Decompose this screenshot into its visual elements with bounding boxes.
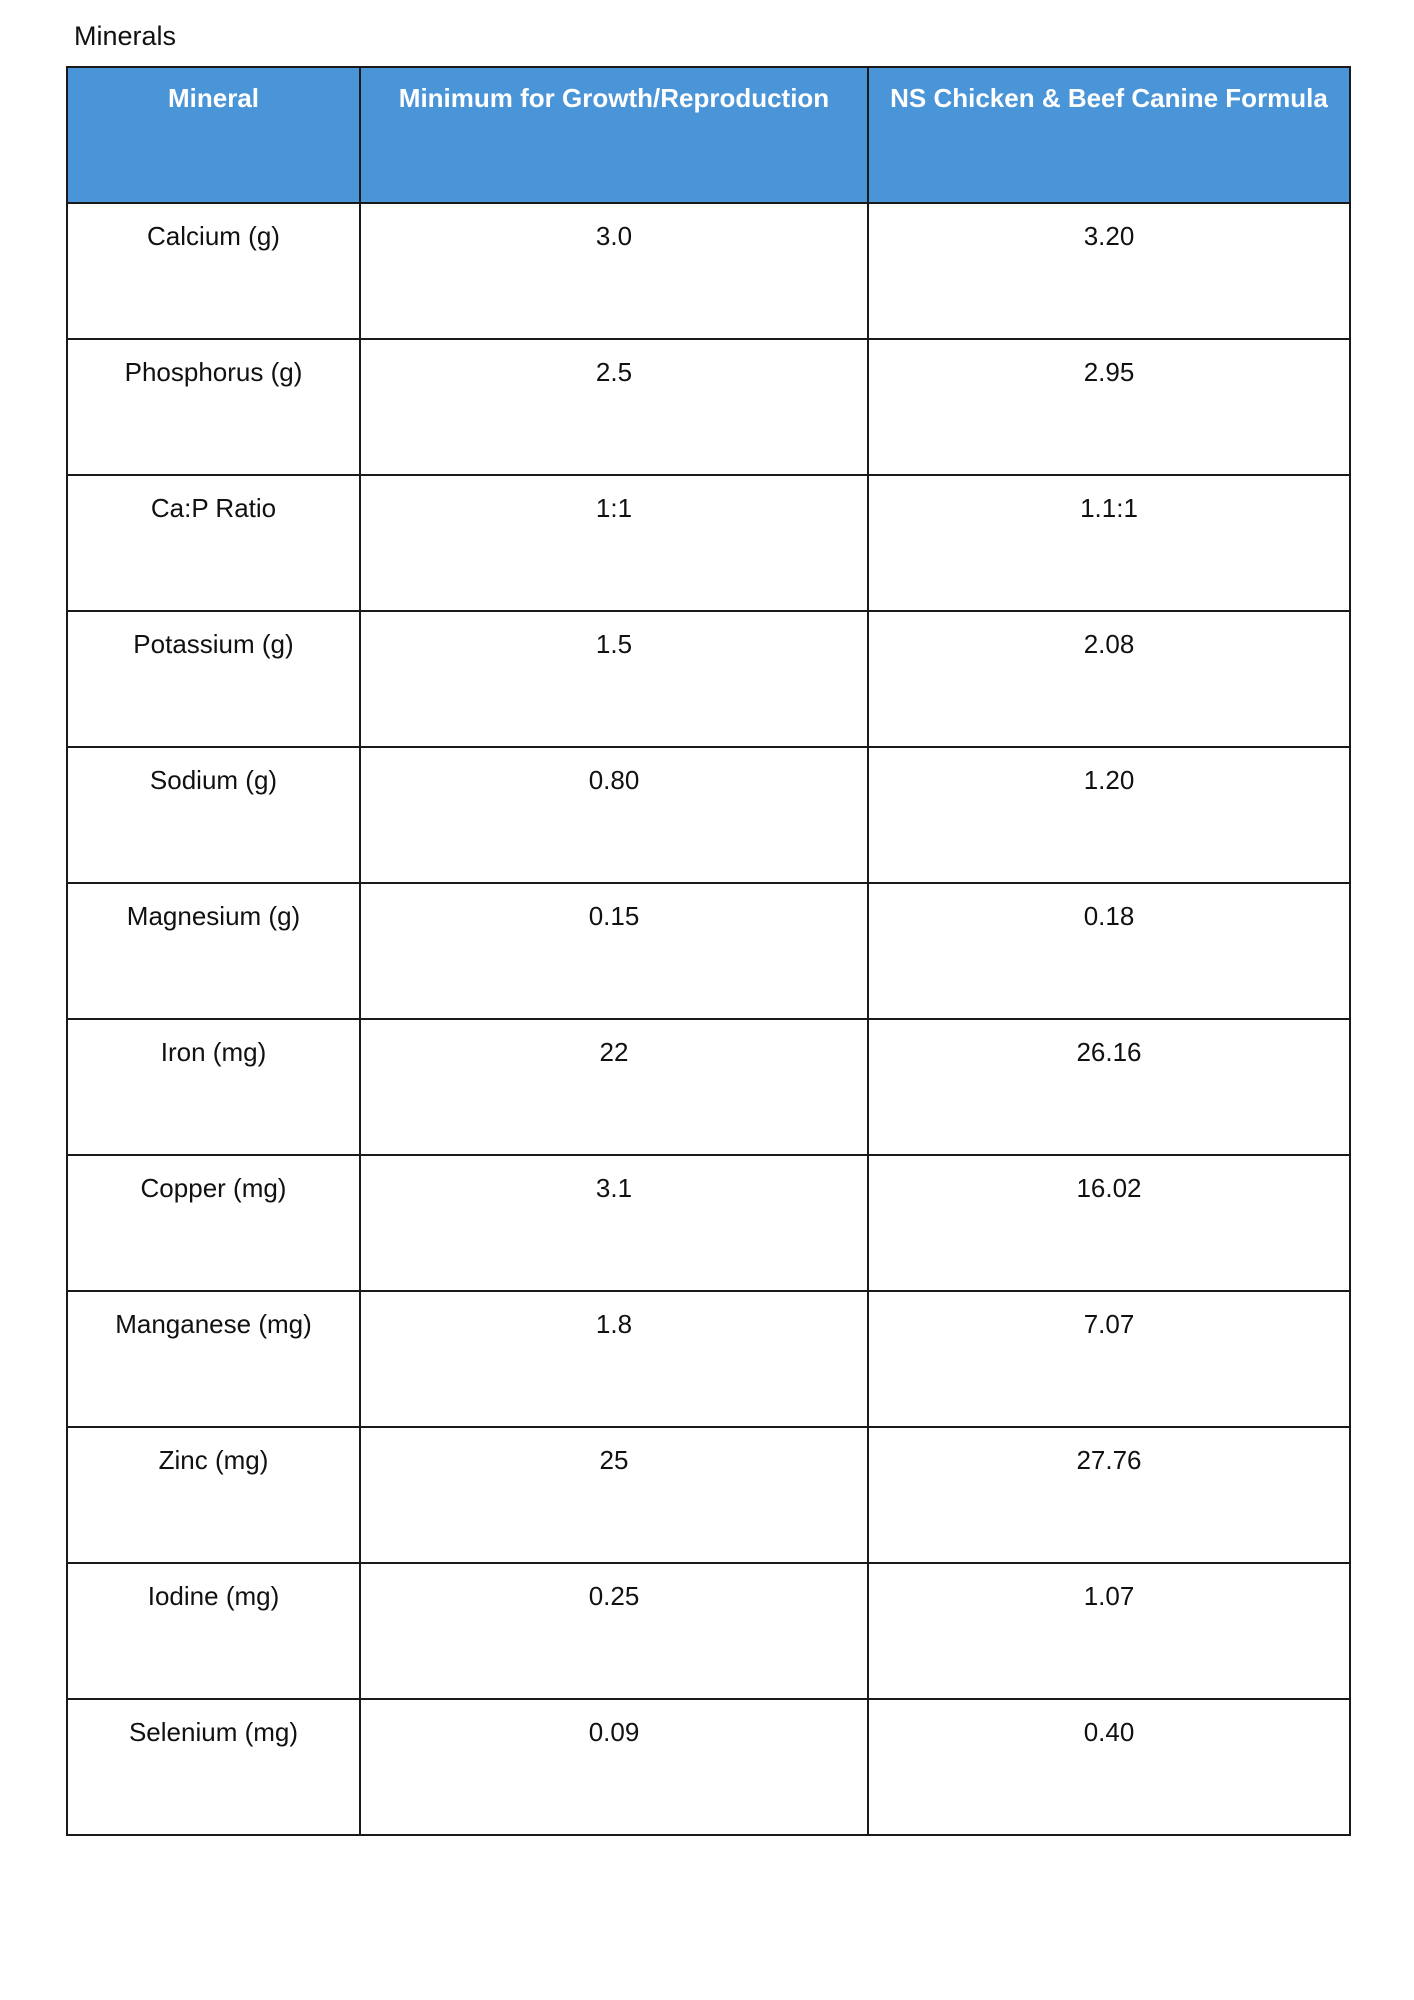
mineral-cell: Calcium (g)	[67, 203, 360, 339]
table-row	[67, 1155, 1350, 1291]
table-body	[67, 203, 1350, 1835]
minimum-cell: 1.5	[360, 611, 868, 747]
header-row	[67, 67, 1350, 203]
formula-cell: 7.07	[868, 1291, 1350, 1427]
mineral-cell: Sodium (g)	[67, 747, 360, 883]
table-row	[67, 747, 1350, 883]
formula-cell: 2.95	[868, 339, 1350, 475]
minimum-cell: 3.0	[360, 203, 868, 339]
minimum-cell: 2.5	[360, 339, 868, 475]
column-header-mineral: Mineral	[67, 67, 360, 203]
formula-cell: 27.76	[868, 1427, 1350, 1563]
minimum-cell: 1.8	[360, 1291, 868, 1427]
formula-cell: 0.40	[868, 1699, 1350, 1835]
column-header-minimum: Minimum for Growth/Reproduction	[360, 67, 868, 203]
table-row	[67, 883, 1350, 1019]
minimum-cell: 0.80	[360, 747, 868, 883]
mineral-cell: Iron (mg)	[67, 1019, 360, 1155]
formula-cell: 2.08	[868, 611, 1350, 747]
formula-cell: 1.07	[868, 1563, 1350, 1699]
table-row	[67, 1291, 1350, 1427]
formula-cell: 0.18	[868, 883, 1350, 1019]
minimum-cell: 3.1	[360, 1155, 868, 1291]
minimum-cell: 25	[360, 1427, 868, 1563]
minimum-cell: 0.09	[360, 1699, 868, 1835]
page-heading: Minerals	[74, 21, 177, 51]
table-row	[67, 1563, 1350, 1699]
table-header	[67, 67, 1350, 203]
column-header-formula: NS Chicken & Beef Canine Formula	[868, 67, 1350, 203]
mineral-cell: Iodine (mg)	[67, 1563, 360, 1699]
minimum-cell: 0.25	[360, 1563, 868, 1699]
table-row	[67, 1699, 1350, 1835]
mineral-cell: Ca:P Ratio	[67, 475, 360, 611]
formula-cell: 16.02	[868, 1155, 1350, 1291]
table-row	[67, 475, 1350, 611]
mineral-cell: Manganese (mg)	[67, 1291, 360, 1427]
mineral-cell: Selenium (mg)	[67, 1699, 360, 1835]
minimum-cell: 1:1	[360, 475, 868, 611]
table-row	[67, 1019, 1350, 1155]
minimum-cell: 0.15	[360, 883, 868, 1019]
formula-cell: 1.20	[868, 747, 1350, 883]
minerals-table	[66, 66, 1351, 1836]
table-row	[67, 203, 1350, 339]
minimum-cell: 22	[360, 1019, 868, 1155]
table-row	[67, 1427, 1350, 1563]
mineral-cell: Phosphorus (g)	[67, 339, 360, 475]
mineral-cell: Magnesium (g)	[67, 883, 360, 1019]
mineral-cell: Copper (mg)	[67, 1155, 360, 1291]
formula-cell: 3.20	[868, 203, 1350, 339]
mineral-cell: Potassium (g)	[67, 611, 360, 747]
mineral-cell: Zinc (mg)	[67, 1427, 360, 1563]
table-row	[67, 611, 1350, 747]
formula-cell: 1.1:1	[868, 475, 1350, 611]
formula-cell: 26.16	[868, 1019, 1350, 1155]
table-row	[67, 339, 1350, 475]
